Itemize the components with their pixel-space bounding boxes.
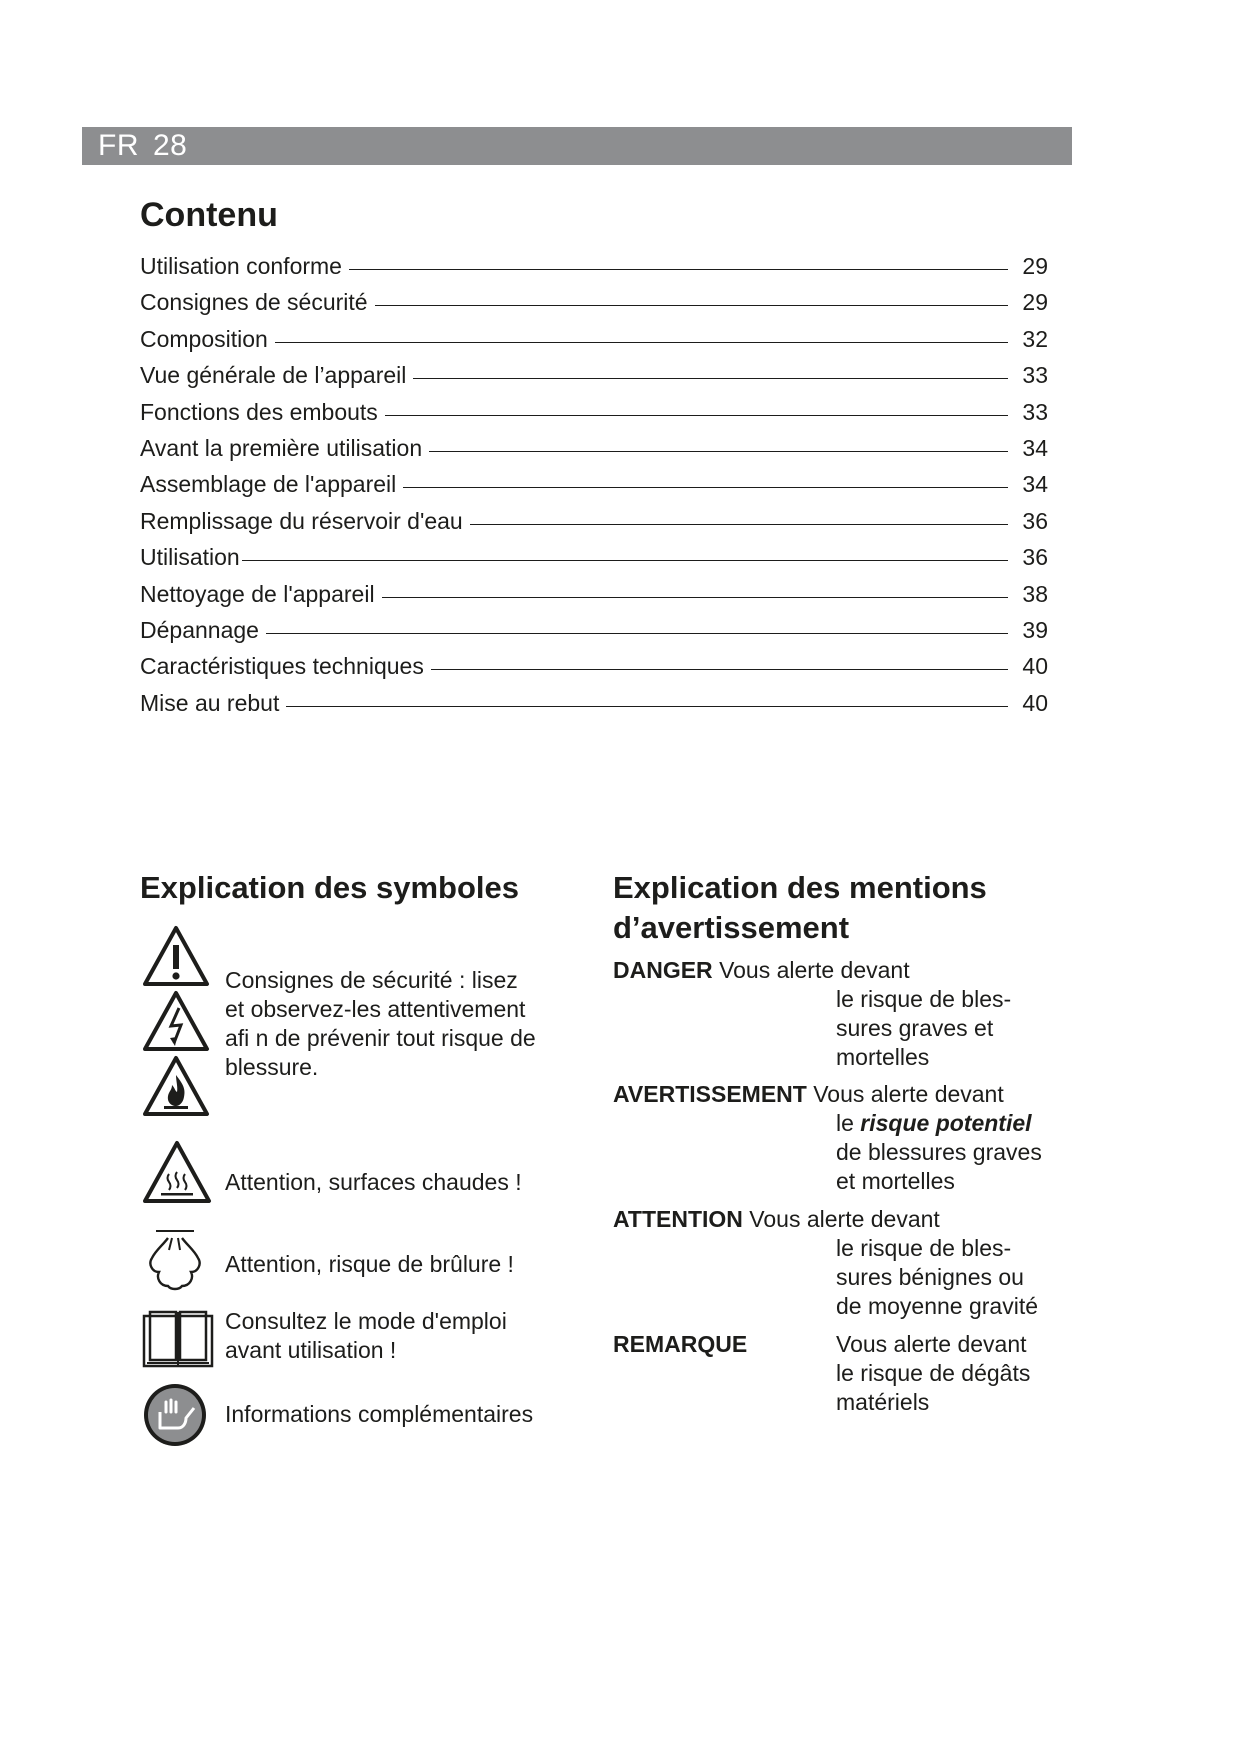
toc-leader-line <box>429 450 1008 452</box>
toc-leader-line <box>403 486 1008 488</box>
toc-leader-line <box>286 705 1008 707</box>
danger-text-line: sures graves et <box>836 1015 994 1041</box>
safety-symbol-text <box>225 966 536 1082</box>
toc-leader-line <box>413 377 1008 379</box>
manual-book-icon <box>142 1308 214 1370</box>
toc-title: Contenu <box>140 196 278 234</box>
safety-text-line: Consignes de sécurité : lisez <box>225 967 518 993</box>
avertissement-prefix: le <box>836 1110 861 1136</box>
remarque-text-line: matériels <box>836 1389 930 1415</box>
language-code: FR <box>98 129 139 162</box>
attention-text-line: sures bénignes ou <box>836 1264 1024 1290</box>
toc-leader-line <box>375 304 1008 306</box>
danger-text: Vous alerte devant <box>719 957 910 983</box>
manual-text-line: avant utilisation ! <box>225 1337 397 1363</box>
info-text: Informations complémentaires <box>225 1401 534 1427</box>
avertissement-keyword: AVERTISSEMENT <box>613 1081 807 1107</box>
toc-entry-label: Caractéristiques techniques <box>140 653 424 680</box>
page-header-bar <box>82 127 1072 165</box>
hot-surface-text: Attention, surfaces chaudes ! <box>225 1169 522 1195</box>
warnings-title-line: d’avertissement <box>613 910 850 945</box>
toc-entry-page: 29 <box>1022 253 1048 279</box>
danger-text-line: le risque de bles- <box>836 986 1012 1012</box>
toc-leader-line <box>349 268 1008 270</box>
toc-entry <box>140 503 1048 539</box>
remarque-keyword: REMARQUE <box>613 1331 748 1357</box>
toc-leader-line <box>275 341 1008 343</box>
toc-entry <box>140 248 1048 284</box>
info-hand-icon <box>142 1382 208 1448</box>
toc-entry-label: Assemblage de l'appareil <box>140 471 397 498</box>
manual-text <box>225 1307 507 1365</box>
remarque-text-line: Vous alerte devant <box>836 1331 1027 1357</box>
attention-keyword: ATTENTION <box>613 1206 743 1232</box>
avertissement-text-line <box>836 1109 1073 1138</box>
burn-risk-text: Attention, risque de brûlure ! <box>225 1251 514 1277</box>
toc-entry-page: 33 <box>1022 362 1048 389</box>
toc-entry-label: Fonctions des embouts <box>140 398 378 425</box>
attention-definition <box>613 1205 1073 1321</box>
toc-entry-page: 29 <box>1022 289 1048 316</box>
toc-entry <box>140 430 1048 466</box>
toc-leader-line <box>470 523 1008 525</box>
toc-leader-line <box>266 632 1008 634</box>
toc-entry-label: Nettoyage de l'appareil <box>140 580 375 607</box>
fire-hazard-icon <box>142 1055 210 1117</box>
toc-entry <box>140 576 1048 612</box>
toc-entry <box>140 612 1048 648</box>
table-of-contents <box>140 248 1048 721</box>
safety-text-line: blessure. <box>225 1054 319 1080</box>
hot-surface-icon <box>142 1140 212 1204</box>
safety-text-line: et observez-les attentivement <box>225 996 526 1022</box>
toc-entry-page: 32 <box>1022 325 1048 352</box>
avertissement-text: Vous alerte devant <box>813 1081 1004 1107</box>
attention-text: Vous alerte devant <box>749 1206 940 1232</box>
toc-entry-page: 40 <box>1022 653 1048 680</box>
toc-leader-line <box>382 596 1008 598</box>
remarque-definition <box>613 1330 1073 1417</box>
toc-entry-label: Composition <box>140 325 268 352</box>
toc-entry-label: Mise au rebut <box>140 689 280 716</box>
toc-entry-label: Dépannage <box>140 616 259 643</box>
toc-entry-page: 36 <box>1022 544 1048 571</box>
toc-entry <box>140 321 1048 357</box>
warnings-title-line: Explication des mentions <box>613 870 987 905</box>
symbols-section-title: Explication des symboles <box>140 870 520 905</box>
avertissement-text-line: de blessures graves <box>836 1139 1042 1165</box>
toc-entry <box>140 394 1048 430</box>
danger-text-line: mortelles <box>836 1044 930 1070</box>
toc-leader-line <box>242 559 1008 561</box>
danger-keyword: DANGER <box>613 957 713 983</box>
toc-entry-page: 38 <box>1022 580 1048 607</box>
warning-triangle-icon <box>142 925 210 987</box>
toc-entry-page: 40 <box>1022 689 1048 716</box>
toc-entry-page: 34 <box>1022 471 1048 498</box>
toc-entry-label: Avant la première utilisation <box>140 434 423 461</box>
attention-text-line: de moyenne gravité <box>836 1293 1039 1319</box>
electric-shock-icon <box>142 990 210 1052</box>
toc-entry-label: Utilisation <box>140 544 240 571</box>
toc-entry <box>140 648 1048 684</box>
remarque-text-line: le risque de dégâts <box>836 1360 1031 1386</box>
toc-entry-page: 36 <box>1022 507 1048 534</box>
toc-entry <box>140 284 1048 320</box>
toc-entry <box>140 466 1048 502</box>
danger-definition <box>613 956 1073 1072</box>
steam-burn-icon <box>142 1228 208 1294</box>
manual-text-line: Consultez le mode d'emploi <box>225 1308 507 1334</box>
toc-entry <box>140 357 1048 393</box>
safety-text-line: afi n de prévenir tout risque de <box>225 1025 536 1051</box>
toc-entry-label: Utilisation conforme <box>140 253 342 279</box>
toc-entry-page: 34 <box>1022 434 1048 461</box>
toc-entry-label: Vue générale de l’appareil <box>140 362 407 389</box>
warnings-section-title <box>613 868 987 948</box>
page-number: 28 <box>153 129 188 162</box>
toc-leader-line <box>385 414 1008 416</box>
avertissement-text-line: et mortelles <box>836 1168 955 1194</box>
toc-leader-line <box>431 668 1008 670</box>
toc-entry-page: 33 <box>1022 398 1048 425</box>
toc-entry <box>140 685 1048 721</box>
toc-entry <box>140 539 1048 575</box>
potential-risk-emphasis: risque potentiel <box>860 1110 1032 1136</box>
avertissement-definition <box>613 1080 1073 1196</box>
attention-text-line: le risque de bles- <box>836 1235 1012 1261</box>
toc-entry-label: Remplissage du réservoir d'eau <box>140 507 463 534</box>
toc-entry-label: Consignes de sécurité <box>140 289 368 316</box>
toc-entry-page: 39 <box>1022 616 1048 643</box>
